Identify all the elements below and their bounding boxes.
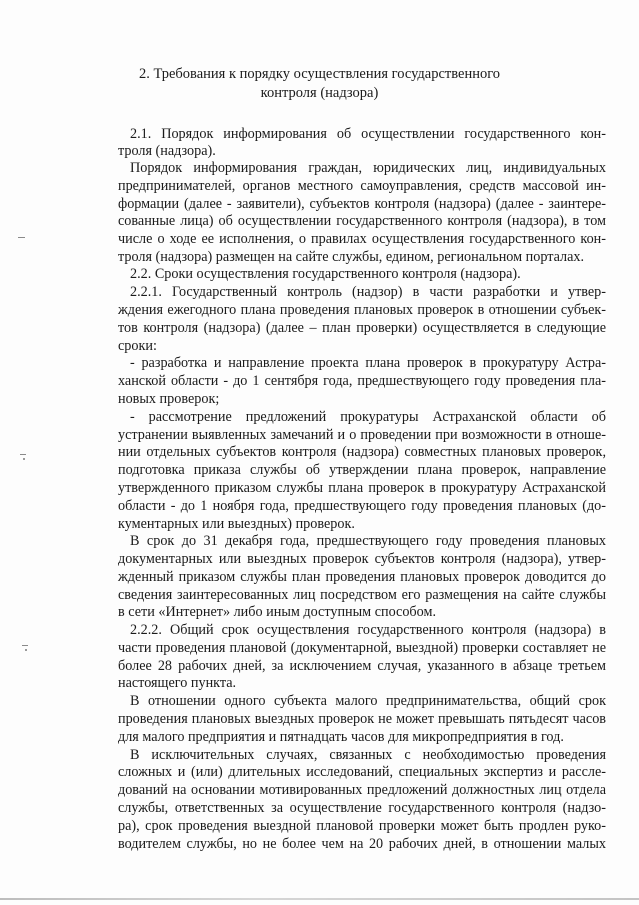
paragraph-line: для малого предприятия и пятнадцать часов для микропредприятия в год. [118, 729, 564, 745]
paragraph-line: ханской области - до 1 сентября года, предшествующего году проведения пла- [118, 373, 606, 389]
paragraph-line: троля (надзора). [118, 143, 216, 159]
paragraph-line: устранении выявленных замечаний и о проведении при возможности в отноше- [118, 427, 606, 443]
paragraph-line: 2.2. Сроки осуществления государственного контроля (надзора). [130, 266, 521, 282]
paragraph-line: В срок до 31 декабря года, предшествующего году проведения плановых [130, 533, 606, 549]
paragraph-line: в сети «Интернет» либо иным доступным способом. [118, 604, 436, 620]
paragraph-line: части проведения плановой (документарной, выездной) проверки составляет не [118, 640, 606, 656]
paragraph-line: проведения плановых выездных проверок не может превышать пятьдесят часов [118, 711, 606, 727]
paragraph-line: кументарных или выездных) проверок. [118, 516, 355, 532]
paragraph-line: ра), срок проведения выездной плановой проверки может быть продлен руко- [118, 818, 606, 834]
paragraph-line: жденный приказом службы план проведения плановых проверок доводится до [118, 569, 606, 585]
paragraph-line: тов контроля (надзора) (далее – план проверки) осуществляется в следующие [118, 320, 606, 336]
paragraph-line: 2.2.1. Государственный контроль (надзор) в части разработки и утвер- [130, 284, 606, 300]
section-heading-line-1: 2. Требования к порядку осуществления государственного [138, 66, 501, 82]
paragraph-line: настоящего пункта. [118, 675, 237, 691]
paragraph-line: дований на основании мотивированных предложений должностных лиц отдела [118, 782, 606, 798]
paragraph-line: формации (далее - заявители), субъектов контроля (надзора) (далее - заинтере- [118, 196, 606, 212]
paragraph-line: В отношении одного субъекта малого предпринимательства, общий срок [130, 693, 606, 709]
paragraph-line: подготовка приказа службы об утверждении плана проверок, направление [118, 462, 606, 478]
paragraph-line: Порядок информирования граждан, юридических лиц, индивидуальных [130, 160, 606, 176]
paragraph-line: новых проверок; [118, 391, 220, 407]
paragraph-line: области - до 1 ноября года, предшествующего году проведения плановых (до- [118, 498, 606, 514]
paragraph-line: - рассмотрение предложений прокуратуры Астраханской области об [130, 409, 606, 425]
paragraph-line: 2.1. Порядок информирования об осуществлении государственного кон- [130, 126, 606, 142]
paragraph-line: утвержденного приказом службы плана проверок в прокуратуру Астраханской [118, 480, 606, 496]
paragraph-line: более 28 рабочих дней, за исключением случая, указанного в абзаце третьем [118, 658, 606, 674]
paragraph-line: - разработка и направление проекта плана проверок в прокуратуру Астра- [130, 355, 606, 371]
paragraph-line: числе о ходе ее исполнения, о правилах осуществления государственного кон- [118, 231, 606, 247]
paragraph-line: троля (надзора) размещен на сайте службы, едином, региональном порталах. [118, 249, 585, 265]
scan-artifact [25, 649, 27, 651]
paragraph-line: водителем службы, но не более чем на 20 рабочих дней, в отношении малых [118, 836, 606, 852]
page-bottom-edge [0, 898, 639, 900]
scan-artifact [20, 454, 26, 455]
paragraph-line: документарных или выездных проверок субъектов контроля (надзора), утвер- [118, 551, 606, 567]
paragraph-line: нии отдельных субъектов контроля (надзора) совместных плановых проверок, [118, 444, 606, 460]
scan-artifact [23, 458, 25, 460]
section-heading-line-2: контроля (надзора) [260, 85, 379, 101]
paragraph-line: предпринимателей, органов местного самоуправления, средств массовой ин- [118, 178, 606, 194]
scan-artifact [22, 645, 28, 646]
paragraph-line: сложных и (или) длительных исследований, специальных экспертиз и рассле- [118, 764, 606, 780]
paragraph-line: В исключительных случаях, связанных с необходимостью проведения [130, 747, 606, 763]
paragraph-line: службы, ответственных за осуществление государственного контроля (надзо- [118, 800, 606, 816]
paragraph-line: 2.2.2. Общий срок осуществления государственного контроля (надзора) в [130, 622, 606, 638]
paragraph-line: сованные лица) об осуществлении государственного контроля (надзора), в том [118, 213, 606, 229]
paragraph-line: сведения заинтересованных лиц посредством его размещения на сайте службы [118, 587, 606, 603]
scan-artifact [18, 237, 25, 238]
paragraph-line: сроки: [118, 338, 157, 354]
paragraph-line: ждения ежегодного плана проведения плановых проверок в отношении субъек- [118, 302, 606, 318]
